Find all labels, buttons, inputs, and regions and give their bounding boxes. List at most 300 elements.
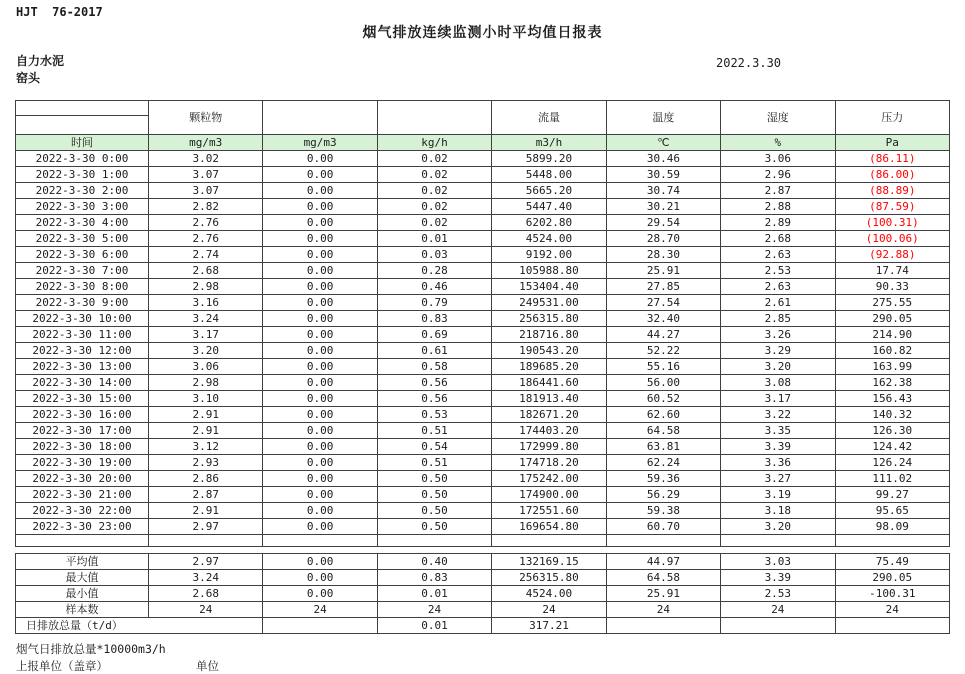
hour-row	[16, 391, 950, 407]
value-cell: 214.90	[835, 327, 949, 343]
value-cell: 0.46	[377, 279, 491, 295]
time-cell: 2022-3-30 5:00	[16, 231, 149, 247]
hour-row	[16, 295, 950, 311]
summary-row	[16, 570, 950, 586]
value-cell: 28.70	[606, 231, 720, 247]
value-cell: 0.00	[263, 343, 377, 359]
blank-cell	[16, 535, 149, 547]
units-row	[16, 135, 950, 151]
value-cell: 44.27	[606, 327, 720, 343]
value-cell: 6202.80	[492, 215, 606, 231]
value-cell: 0.00	[263, 199, 377, 215]
value-cell: 181913.40	[492, 391, 606, 407]
value-cell: 0.69	[377, 327, 491, 343]
value-cell: 59.38	[606, 503, 720, 519]
col-group-blank2	[377, 101, 491, 135]
value-cell: 172999.80	[492, 439, 606, 455]
time-cell: 2022-3-30 4:00	[16, 215, 149, 231]
summary-row	[16, 554, 950, 570]
daily-total-label: 日排放总量（t/d）	[16, 618, 263, 634]
value-cell: 30.21	[606, 199, 720, 215]
value-cell: 5447.40	[492, 199, 606, 215]
daily-total-blank4	[835, 618, 949, 634]
value-cell: 2.53	[721, 586, 835, 602]
value-cell: 2.89	[721, 215, 835, 231]
value-cell: 0.00	[263, 183, 377, 199]
blank-cell	[492, 535, 606, 547]
value-cell: 55.16	[606, 359, 720, 375]
value-cell: 0.00	[263, 570, 377, 586]
value-cell: 2.98	[149, 375, 263, 391]
value-cell: 3.39	[721, 570, 835, 586]
daily-total-blank1	[263, 618, 377, 634]
value-cell: 2.88	[721, 199, 835, 215]
value-cell: 4524.00	[492, 231, 606, 247]
value-cell: 3.35	[721, 423, 835, 439]
col-group-flow: 流量	[492, 101, 606, 135]
hour-row	[16, 311, 950, 327]
time-cell: 2022-3-30 14:00	[16, 375, 149, 391]
value-cell: 0.00	[263, 407, 377, 423]
value-cell: 3.27	[721, 471, 835, 487]
hour-row	[16, 359, 950, 375]
value-cell: 3.19	[721, 487, 835, 503]
value-cell: 0.54	[377, 439, 491, 455]
value-cell: 2.91	[149, 503, 263, 519]
value-cell: 95.65	[835, 503, 949, 519]
unit-time: 时间	[16, 135, 149, 151]
value-cell: 5899.20	[492, 151, 606, 167]
value-cell: 290.05	[835, 311, 949, 327]
time-cell: 2022-3-30 1:00	[16, 167, 149, 183]
value-cell: 0.00	[263, 423, 377, 439]
value-cell: 52.22	[606, 343, 720, 359]
value-cell: 3.22	[721, 407, 835, 423]
time-cell: 2022-3-30 17:00	[16, 423, 149, 439]
daily-total-blank3	[721, 618, 835, 634]
value-cell: 0.50	[377, 471, 491, 487]
value-cell: (87.59)	[835, 199, 949, 215]
value-cell: 0.40	[377, 554, 491, 570]
company-name: 自力水泥	[16, 54, 65, 68]
value-cell: 0.00	[263, 503, 377, 519]
col-group-temperature: 温度	[606, 101, 720, 135]
value-cell: 0.02	[377, 183, 491, 199]
value-cell: 3.06	[721, 151, 835, 167]
value-cell: 3.20	[721, 359, 835, 375]
hour-row	[16, 279, 950, 295]
value-cell: 3.29	[721, 343, 835, 359]
value-cell: 0.02	[377, 167, 491, 183]
value-cell: 2.87	[149, 487, 263, 503]
unit-mgm3-1: mg/m3	[149, 135, 263, 151]
blank-cell	[606, 535, 720, 547]
value-cell: 0.00	[263, 586, 377, 602]
hour-row	[16, 487, 950, 503]
time-cell: 2022-3-30 15:00	[16, 391, 149, 407]
hour-row	[16, 199, 950, 215]
value-cell: 2.61	[721, 295, 835, 311]
value-cell: 156.43	[835, 391, 949, 407]
unit-label: 单位	[196, 659, 219, 673]
value-cell: 24	[263, 602, 377, 618]
hour-row	[16, 455, 950, 471]
value-cell: 29.54	[606, 215, 720, 231]
value-cell: 3.16	[149, 295, 263, 311]
time-cell: 2022-3-30 7:00	[16, 263, 149, 279]
blank-cell	[263, 535, 377, 547]
value-cell: 0.53	[377, 407, 491, 423]
hour-row	[16, 327, 950, 343]
summary-rows	[16, 554, 950, 618]
value-cell: 0.00	[263, 215, 377, 231]
value-cell: 0.00	[263, 391, 377, 407]
value-cell: 0.00	[263, 263, 377, 279]
value-cell: 2.87	[721, 183, 835, 199]
hour-row	[16, 215, 950, 231]
value-cell: 105988.80	[492, 263, 606, 279]
value-cell: 182671.20	[492, 407, 606, 423]
time-cell: 2022-3-30 10:00	[16, 311, 149, 327]
hour-row	[16, 503, 950, 519]
value-cell: 126.24	[835, 455, 949, 471]
value-cell: 0.00	[263, 519, 377, 535]
value-cell: 30.74	[606, 183, 720, 199]
summary-table	[15, 553, 950, 634]
value-cell: 2.86	[149, 471, 263, 487]
value-cell: 90.33	[835, 279, 949, 295]
value-cell: 0.01	[377, 231, 491, 247]
time-cell: 2022-3-30 20:00	[16, 471, 149, 487]
value-cell: 5448.00	[492, 167, 606, 183]
standard-code: HJT 76-2017	[16, 5, 103, 19]
value-cell: 2.97	[149, 554, 263, 570]
value-cell: 0.00	[263, 487, 377, 503]
value-cell: 186441.60	[492, 375, 606, 391]
value-cell: 174403.20	[492, 423, 606, 439]
summary-row	[16, 602, 950, 618]
value-cell: 3.20	[149, 343, 263, 359]
value-cell: 62.24	[606, 455, 720, 471]
value-cell: 132169.15	[492, 554, 606, 570]
value-cell: 24	[149, 602, 263, 618]
value-cell: 0.00	[263, 359, 377, 375]
value-cell: 290.05	[835, 570, 949, 586]
hour-row	[16, 439, 950, 455]
value-cell: 0.00	[263, 439, 377, 455]
value-cell: 0.00	[263, 554, 377, 570]
value-cell: 56.00	[606, 375, 720, 391]
daily-total-flow: 317.21	[492, 618, 606, 634]
time-cell: 2022-3-30 23:00	[16, 519, 149, 535]
value-cell: 2.96	[721, 167, 835, 183]
time-cell: 2022-3-30 12:00	[16, 343, 149, 359]
value-cell: 2.98	[149, 279, 263, 295]
col-group-humidity: 湿度	[721, 101, 835, 135]
col-group-pressure: 压力	[835, 101, 949, 135]
value-cell: 3.17	[721, 391, 835, 407]
time-cell: 2022-3-30 9:00	[16, 295, 149, 311]
unit-pa: Pa	[835, 135, 949, 151]
value-cell: 30.59	[606, 167, 720, 183]
value-cell: 0.00	[263, 279, 377, 295]
value-cell: 0.61	[377, 343, 491, 359]
value-cell: 3.26	[721, 327, 835, 343]
header-group-row	[16, 101, 950, 116]
value-cell: 60.70	[606, 519, 720, 535]
time-cell: 2022-3-30 21:00	[16, 487, 149, 503]
value-cell: 27.85	[606, 279, 720, 295]
value-cell: 28.30	[606, 247, 720, 263]
daily-total-row	[16, 618, 950, 634]
value-cell: -100.31	[835, 586, 949, 602]
value-cell: 0.51	[377, 423, 491, 439]
value-cell: 275.55	[835, 295, 949, 311]
value-cell: (86.11)	[835, 151, 949, 167]
hour-row	[16, 183, 950, 199]
value-cell: 24	[606, 602, 720, 618]
value-cell: 169654.80	[492, 519, 606, 535]
value-cell: 256315.80	[492, 570, 606, 586]
hourly-data-table	[15, 100, 950, 547]
value-cell: 0.00	[263, 295, 377, 311]
blank-cell	[149, 535, 263, 547]
daily-total-body	[16, 618, 950, 634]
value-cell: 25.91	[606, 263, 720, 279]
value-cell: 75.49	[835, 554, 949, 570]
time-cell: 2022-3-30 19:00	[16, 455, 149, 471]
value-cell: 17.74	[835, 263, 949, 279]
unit-kgh: kg/h	[377, 135, 491, 151]
value-cell: 3.24	[149, 311, 263, 327]
value-cell: 27.54	[606, 295, 720, 311]
value-cell: 0.00	[263, 327, 377, 343]
value-cell: 24	[721, 602, 835, 618]
hour-row	[16, 167, 950, 183]
daily-total-kgh: 0.01	[377, 618, 491, 634]
daily-total-blank2	[606, 618, 720, 634]
value-cell: 153404.40	[492, 279, 606, 295]
value-cell: 0.83	[377, 570, 491, 586]
value-cell: (88.89)	[835, 183, 949, 199]
report-table-area	[15, 100, 950, 634]
header-corner-bottom	[16, 116, 149, 135]
value-cell: 0.02	[377, 151, 491, 167]
unit-celsius: ℃	[606, 135, 720, 151]
time-cell: 2022-3-30 8:00	[16, 279, 149, 295]
value-cell: 3.07	[149, 183, 263, 199]
value-cell: 172551.60	[492, 503, 606, 519]
value-cell: 256315.80	[492, 311, 606, 327]
report-date: 2022.3.30	[716, 56, 782, 70]
blank-cell	[377, 535, 491, 547]
value-cell: 98.09	[835, 519, 949, 535]
value-cell: 32.40	[606, 311, 720, 327]
col-group-particulate: 颗粒物	[149, 101, 263, 135]
value-cell: 0.02	[377, 215, 491, 231]
value-cell: 0.51	[377, 455, 491, 471]
value-cell: 124.42	[835, 439, 949, 455]
value-cell: 3.08	[721, 375, 835, 391]
value-cell: 99.27	[835, 487, 949, 503]
value-cell: 0.00	[263, 151, 377, 167]
summary-label: 平均值	[16, 554, 149, 570]
value-cell: 2.68	[721, 231, 835, 247]
value-cell: 2.68	[149, 263, 263, 279]
value-cell: 25.91	[606, 586, 720, 602]
value-cell: 3.20	[721, 519, 835, 535]
value-cell: 56.29	[606, 487, 720, 503]
value-cell: 0.00	[263, 167, 377, 183]
value-cell: 63.81	[606, 439, 720, 455]
value-cell: 0.01	[377, 586, 491, 602]
station-name: 窑头	[16, 71, 41, 85]
value-cell: 3.06	[149, 359, 263, 375]
value-cell: 189685.20	[492, 359, 606, 375]
value-cell: 0.50	[377, 487, 491, 503]
value-cell: 2.76	[149, 215, 263, 231]
value-cell: 24	[492, 602, 606, 618]
time-cell: 2022-3-30 18:00	[16, 439, 149, 455]
hour-row	[16, 471, 950, 487]
value-cell: 218716.80	[492, 327, 606, 343]
value-cell: (86.00)	[835, 167, 949, 183]
hour-row	[16, 263, 950, 279]
unit-m3h: m3/h	[492, 135, 606, 151]
unit-mgm3-2: mg/m3	[263, 135, 377, 151]
value-cell: 9192.00	[492, 247, 606, 263]
value-cell: 0.56	[377, 375, 491, 391]
value-cell: 4524.00	[492, 586, 606, 602]
value-cell: 0.56	[377, 391, 491, 407]
summary-label: 最大值	[16, 570, 149, 586]
footer-note: 烟气日排放总量*10000m3/h	[16, 642, 166, 656]
value-cell: 249531.00	[492, 295, 606, 311]
value-cell: 2.91	[149, 423, 263, 439]
value-cell: 30.46	[606, 151, 720, 167]
hour-row	[16, 375, 950, 391]
value-cell: 0.02	[377, 199, 491, 215]
summary-row	[16, 586, 950, 602]
hour-row	[16, 423, 950, 439]
value-cell: 59.36	[606, 471, 720, 487]
header-corner-top	[16, 101, 149, 116]
value-cell: 3.07	[149, 167, 263, 183]
time-cell: 2022-3-30 6:00	[16, 247, 149, 263]
value-cell: 62.60	[606, 407, 720, 423]
value-cell: 3.18	[721, 503, 835, 519]
value-cell: 2.53	[721, 263, 835, 279]
col-group-blank1	[263, 101, 377, 135]
value-cell: 0.00	[263, 375, 377, 391]
value-cell: 0.03	[377, 247, 491, 263]
value-cell: 163.99	[835, 359, 949, 375]
value-cell: 160.82	[835, 343, 949, 359]
value-cell: 2.85	[721, 311, 835, 327]
value-cell: 3.39	[721, 439, 835, 455]
hour-row	[16, 151, 950, 167]
value-cell: 3.36	[721, 455, 835, 471]
value-cell: 2.68	[149, 586, 263, 602]
value-cell: 0.58	[377, 359, 491, 375]
time-cell: 2022-3-30 11:00	[16, 327, 149, 343]
value-cell: (100.31)	[835, 215, 949, 231]
value-cell: 2.63	[721, 279, 835, 295]
blank-cell	[835, 535, 949, 547]
report-unit-label: 上报单位（盖章）	[16, 659, 108, 673]
hour-row	[16, 407, 950, 423]
value-cell: 0.50	[377, 519, 491, 535]
value-cell: 0.00	[263, 231, 377, 247]
value-cell: 64.58	[606, 423, 720, 439]
value-cell: 3.02	[149, 151, 263, 167]
value-cell: 0.28	[377, 263, 491, 279]
value-cell: 162.38	[835, 375, 949, 391]
time-cell: 2022-3-30 3:00	[16, 199, 149, 215]
value-cell: 44.97	[606, 554, 720, 570]
value-cell: 174900.00	[492, 487, 606, 503]
unit-percent: %	[721, 135, 835, 151]
value-cell: 3.17	[149, 327, 263, 343]
value-cell: 2.93	[149, 455, 263, 471]
value-cell: 0.00	[263, 455, 377, 471]
spacer-rows	[16, 535, 950, 547]
value-cell: 0.83	[377, 311, 491, 327]
summary-label: 样本数	[16, 602, 149, 618]
value-cell: 2.97	[149, 519, 263, 535]
value-cell: 2.63	[721, 247, 835, 263]
time-cell: 2022-3-30 13:00	[16, 359, 149, 375]
value-cell: 60.52	[606, 391, 720, 407]
time-cell: 2022-3-30 0:00	[16, 151, 149, 167]
value-cell: 2.74	[149, 247, 263, 263]
value-cell: 3.12	[149, 439, 263, 455]
value-cell: 111.02	[835, 471, 949, 487]
blank-row	[16, 535, 950, 547]
value-cell: 175242.00	[492, 471, 606, 487]
value-cell: 3.10	[149, 391, 263, 407]
value-cell: 3.24	[149, 570, 263, 586]
hour-row	[16, 231, 950, 247]
value-cell: 3.03	[721, 554, 835, 570]
value-cell: 0.00	[263, 471, 377, 487]
hour-row	[16, 247, 950, 263]
value-cell: 174718.20	[492, 455, 606, 471]
table-header	[16, 101, 950, 151]
value-cell: 126.30	[835, 423, 949, 439]
value-cell: (100.06)	[835, 231, 949, 247]
value-cell: 0.00	[263, 311, 377, 327]
value-cell: 0.50	[377, 503, 491, 519]
value-cell: 24	[835, 602, 949, 618]
value-cell: 0.79	[377, 295, 491, 311]
hour-row	[16, 343, 950, 359]
value-cell: (92.88)	[835, 247, 949, 263]
value-cell: 2.82	[149, 199, 263, 215]
value-cell: 2.76	[149, 231, 263, 247]
value-cell: 24	[377, 602, 491, 618]
value-cell: 5665.20	[492, 183, 606, 199]
value-cell: 140.32	[835, 407, 949, 423]
time-cell: 2022-3-30 2:00	[16, 183, 149, 199]
value-cell: 64.58	[606, 570, 720, 586]
hourly-rows	[16, 151, 950, 535]
hour-row	[16, 519, 950, 535]
value-cell: 190543.20	[492, 343, 606, 359]
value-cell: 2.91	[149, 407, 263, 423]
time-cell: 2022-3-30 22:00	[16, 503, 149, 519]
summary-label: 最小值	[16, 586, 149, 602]
